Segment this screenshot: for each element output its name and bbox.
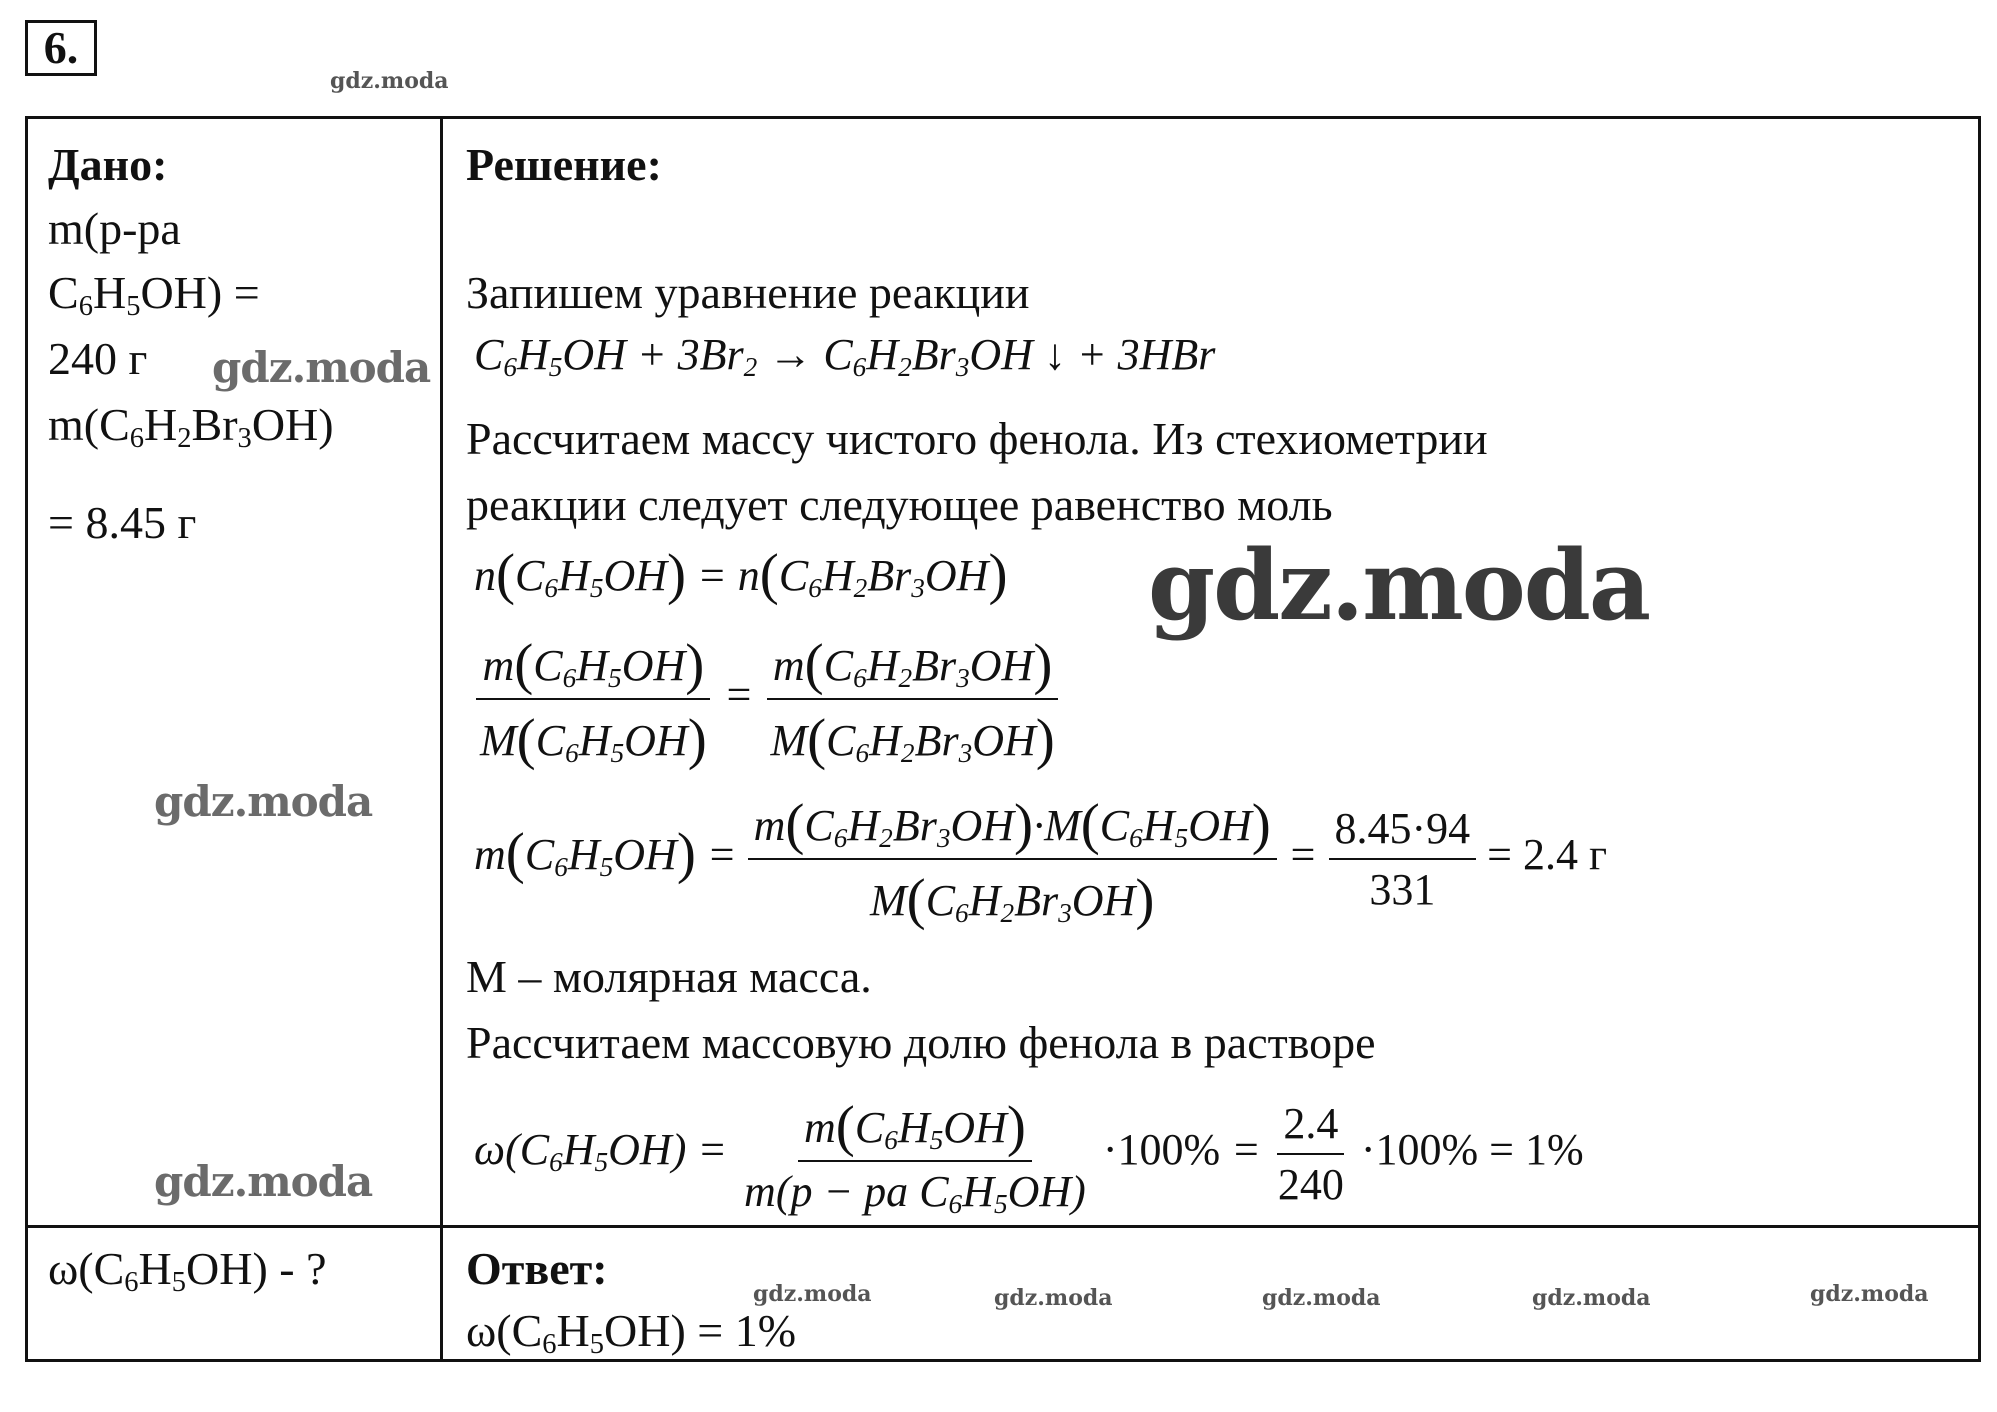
solution-text-4: Рассчитаем массовую долю фенола в растворе — [466, 1017, 1376, 1068]
watermark: gdz.moda — [994, 1285, 1113, 1311]
given-line-1: m(р-ра — [48, 203, 181, 254]
given-line-3: 240 г — [48, 333, 148, 384]
reaction-equation: $C_6H_5OH + 3Br_2 \to C_6H_2Br_3OH$ ↓ + 3HBr — [474, 330, 1216, 382]
watermark: gdz.moda — [330, 68, 449, 94]
watermark: gdz.moda — [1262, 1285, 1381, 1311]
given-line-4: $m(C_6H_2Br_3OH)$ — [48, 399, 334, 455]
watermark: gdz.moda — [154, 1157, 373, 1206]
given-line-2: $C_6H_5OH$) = — [48, 267, 260, 323]
column-divider — [440, 119, 443, 1359]
given-heading: Дано: — [48, 139, 168, 190]
answer-value: $\omega(C_6H_5OH) = 1\%$ — [466, 1305, 797, 1361]
watermark: gdz.moda — [1532, 1285, 1651, 1311]
mole-equality: $n(C_6H_5OH) = n(C_6H_2Br_3OH)$ — [474, 542, 1008, 606]
molar-mass-note: M – молярная масса. — [466, 951, 872, 1002]
problem-number: 6. — [25, 20, 97, 76]
watermark: gdz.moda — [154, 777, 373, 826]
watermark: gdz.moda — [212, 343, 431, 392]
given-line-5: = 8.45 г — [48, 497, 197, 548]
solution-text-1: Запишем уравнение реакции — [466, 267, 1030, 318]
fraction-calculation: $\omega(C_6H_5OH)$ = $\frac{m(C_6H_5OH)}{m(р - ра C_6H_5OH)}$ ·100% = $\frac{2.4}{240}$ ·100% = 1% — [474, 1091, 1584, 1217]
solution-text-2: Рассчитаем массу чистого фенола. Из стехиометрии — [466, 413, 1488, 464]
mass-calculation: $m(C_6H_5OH)$ = $\frac{m(C_6H_2Br_3OH)\cdot M(C_6H_5OH)}{M(C_6H_2Br_3OH)}$ = $\frac{8.45\cdot 94}{331}$ = 2.4 г — [474, 789, 1607, 929]
answer-heading: Ответ: — [466, 1243, 608, 1294]
solution-heading: Решение: — [466, 139, 662, 190]
watermark: gdz.moda — [1810, 1281, 1929, 1307]
solution-text-3: реакции следует следующее равенство моль — [466, 479, 1333, 530]
solution-table — [25, 116, 1981, 1362]
find-line: $\omega(C_6H_5OH)$ - ? — [48, 1243, 327, 1299]
row-divider — [28, 1225, 1978, 1228]
ratio-equation: $\frac{m(C_6H_5OH)}{M(C_6H_5OH)}$ = $\frac{m(C_6H_2Br_3OH)}{M(C_6H_2Br_3OH)}$ — [474, 629, 1061, 769]
watermark: gdz.moda — [753, 1281, 872, 1307]
watermark: gdz.moda — [1148, 529, 1650, 642]
